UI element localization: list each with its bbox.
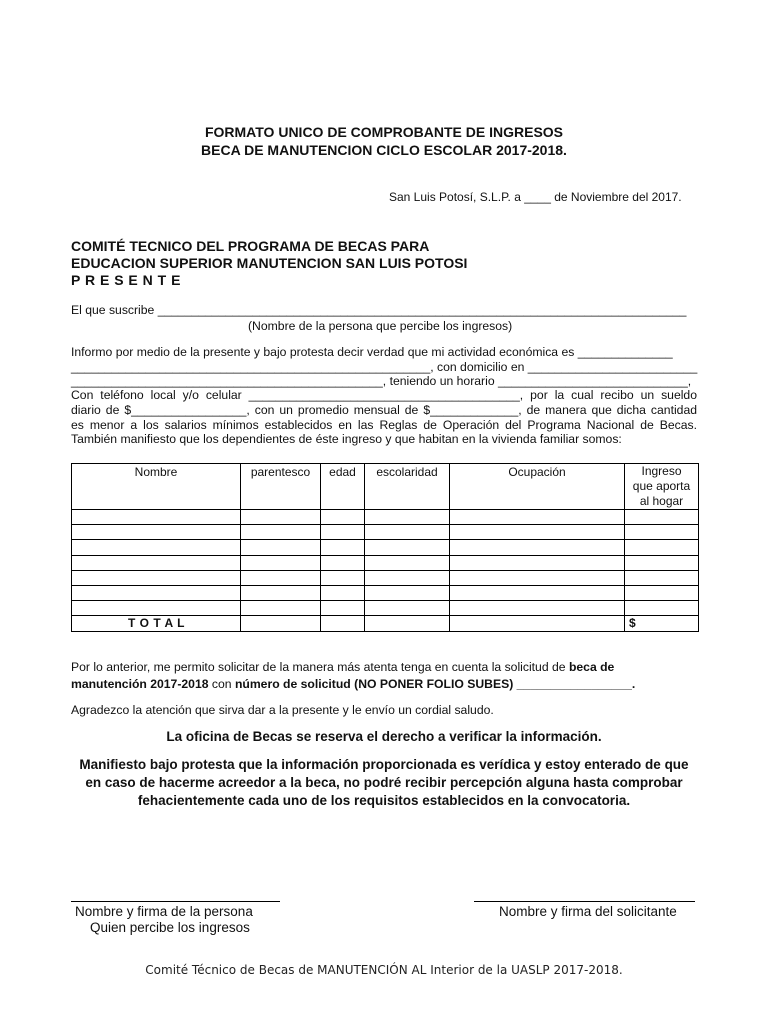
table-row: [72, 601, 699, 616]
request-bold-3: número de solicitud (NO PONER FOLIO SUBES) _________________.: [234, 677, 636, 691]
cell-ocupacion[interactable]: [450, 601, 625, 616]
header-ocupacion: Ocupación: [450, 464, 625, 510]
cell-ingreso[interactable]: [625, 555, 699, 570]
cell-escolaridad[interactable]: [365, 555, 450, 570]
cell-ingreso[interactable]: [625, 570, 699, 585]
declaration-line-3: fehacientemente cada uno de los requisitos establecidos en la convocatoria.: [137, 793, 631, 808]
table-row: [72, 570, 699, 585]
cell-edad[interactable]: [321, 601, 365, 616]
request-bold-2: manutención 2017-2018: [71, 677, 209, 691]
table-header-row: [72, 464, 699, 510]
cell-parentesco[interactable]: [241, 601, 321, 616]
cell-ingreso[interactable]: [625, 510, 699, 525]
cell-parentesco: [241, 616, 321, 632]
table-row: [72, 510, 699, 525]
cell-ingreso[interactable]: [625, 585, 699, 600]
body-line-6: es menor a los salarios mínimos establecidos en las Reglas de Operación del Programa Nacional de Becas.: [71, 418, 697, 432]
cell-ingreso[interactable]: [625, 540, 699, 555]
cell-ingreso[interactable]: [625, 525, 699, 540]
cell-escolaridad[interactable]: [365, 601, 450, 616]
footer-text: Comité Técnico de Becas de MANUTENCIÓN AL Interior de la UASLP 2017-2018.: [145, 963, 623, 977]
cell-ocupacion[interactable]: [450, 525, 625, 540]
cell-edad[interactable]: [321, 510, 365, 525]
thanks-line: Agradezco la atención que sirva dar a la presente y le envío un cordial saludo.: [71, 703, 494, 717]
signature-line-right: [474, 901, 695, 902]
header-ingreso-label: Ingreso que aporta al hogar: [632, 464, 691, 508]
body-line-2: _____________________________________________________, con domicilio en _________________________: [71, 360, 698, 374]
cell-parentesco[interactable]: [241, 585, 321, 600]
body-line-5: diario de $_________________, con un promedio mensual de $_____________, de manera que dicha cantidad: [71, 403, 697, 417]
table-row: [72, 525, 699, 540]
cell-escolaridad[interactable]: [365, 525, 450, 540]
cell-parentesco[interactable]: [241, 570, 321, 585]
cell-edad[interactable]: [321, 525, 365, 540]
cell-parentesco[interactable]: [241, 510, 321, 525]
cell-nombre[interactable]: [72, 570, 241, 585]
cell-edad[interactable]: [321, 555, 365, 570]
total-label-text: T O T A L: [128, 616, 185, 631]
recipient-line-1: COMITÉ TECNICO DEL PROGRAMA DE BECAS PARA: [71, 238, 430, 254]
cell-escolaridad[interactable]: [365, 585, 450, 600]
table-row: [72, 540, 699, 555]
cell-escolaridad[interactable]: [365, 570, 450, 585]
signature-right-label: Nombre y firma del solicitante: [499, 904, 677, 919]
cell-ocupacion[interactable]: [450, 570, 625, 585]
recipient-line-2: EDUCACION SUPERIOR MANUTENCION SAN LUIS POTOSI: [71, 255, 468, 271]
header-parentesco: parentesco: [241, 464, 321, 510]
cell-ocupacion[interactable]: [450, 555, 625, 570]
form-subtitle: BECA DE MANUTENCION CICLO ESCOLAR 2017-2018.: [201, 142, 567, 158]
total-value-text: $: [629, 616, 636, 631]
declaration-line-1: Manifiesto bajo protesta que la información proporcionada es verídica y estoy enterado de que: [79, 757, 689, 772]
cell-ocupacion[interactable]: [450, 510, 625, 525]
cell-nombre[interactable]: [72, 540, 241, 555]
cell-parentesco[interactable]: [241, 525, 321, 540]
cell-escolaridad: [365, 616, 450, 632]
header-ingreso: [625, 464, 699, 510]
request-text-2: con: [208, 677, 235, 691]
cell-edad: [321, 616, 365, 632]
recipient-line-3: P R E S E N T E: [71, 272, 181, 288]
signature-left-label-1: Nombre y firma de la persona: [75, 904, 253, 919]
request-line-1: [71, 660, 614, 674]
cell-edad[interactable]: [321, 540, 365, 555]
cell-ingreso[interactable]: [625, 601, 699, 616]
table-total-row: [72, 616, 699, 632]
request-text-1: Por lo anterior, me permito solicitar de la manera más atenta tenga en cuenta la solicitud de: [71, 660, 569, 674]
declaration-line-2: en caso de hacerme acreedor a la beca, no podré recibir percepción alguna hasta comprobar: [85, 775, 683, 790]
form-title: FORMATO UNICO DE COMPROBANTE DE INGRESOS: [204, 124, 564, 140]
body-line-4: Con teléfono local y/o celular ________________________________________, por la cual recibo un sueldo: [71, 388, 697, 402]
header-escolaridad: escolaridad: [365, 464, 450, 510]
signature-left-label-2: Quien percibe los ingresos: [90, 920, 250, 935]
header-edad: edad: [321, 464, 365, 510]
cell-parentesco[interactable]: [241, 555, 321, 570]
cell-nombre[interactable]: [72, 601, 241, 616]
cell-ocupacion: [450, 616, 625, 632]
cell-ocupacion[interactable]: [450, 585, 625, 600]
suscribe-caption: (Nombre de la persona que percibe los ingresos): [248, 319, 513, 333]
suscribe-line: El que suscribe ______________________________________________________________________________: [71, 303, 687, 317]
cell-nombre[interactable]: [72, 525, 241, 540]
cell-escolaridad[interactable]: [365, 540, 450, 555]
table-row: [72, 585, 699, 600]
verification-notice: La oficina de Becas se reserva el derecho a verificar la información.: [166, 729, 602, 744]
signature-line-left: [71, 901, 280, 902]
total-value[interactable]: [625, 616, 699, 632]
body-line-7: También manifiesto que los dependientes de éste ingreso y que habitan en la vivienda familiar somos:: [71, 432, 622, 446]
cell-parentesco[interactable]: [241, 540, 321, 555]
cell-nombre[interactable]: [72, 510, 241, 525]
total-label: [72, 616, 241, 632]
cell-edad[interactable]: [321, 585, 365, 600]
request-line-2: [71, 677, 635, 691]
header-nombre: Nombre: [72, 464, 241, 510]
date-line: San Luis Potosí, S.L.P. a ____ de Noviembre del 2017.: [389, 190, 682, 204]
cell-escolaridad[interactable]: [365, 510, 450, 525]
table-row: [72, 555, 699, 570]
cell-edad[interactable]: [321, 570, 365, 585]
body-line-3: ______________________________________________, teniendo un horario ____________________________,: [71, 374, 692, 388]
request-bold-1: beca de: [568, 660, 615, 674]
body-line-1: Informo por medio de la presente y bajo protesta decir verdad que mi actividad económica es ______________: [71, 345, 673, 359]
cell-nombre[interactable]: [72, 585, 241, 600]
dependents-table: [71, 463, 699, 632]
cell-nombre[interactable]: [72, 555, 241, 570]
cell-ocupacion[interactable]: [450, 540, 625, 555]
